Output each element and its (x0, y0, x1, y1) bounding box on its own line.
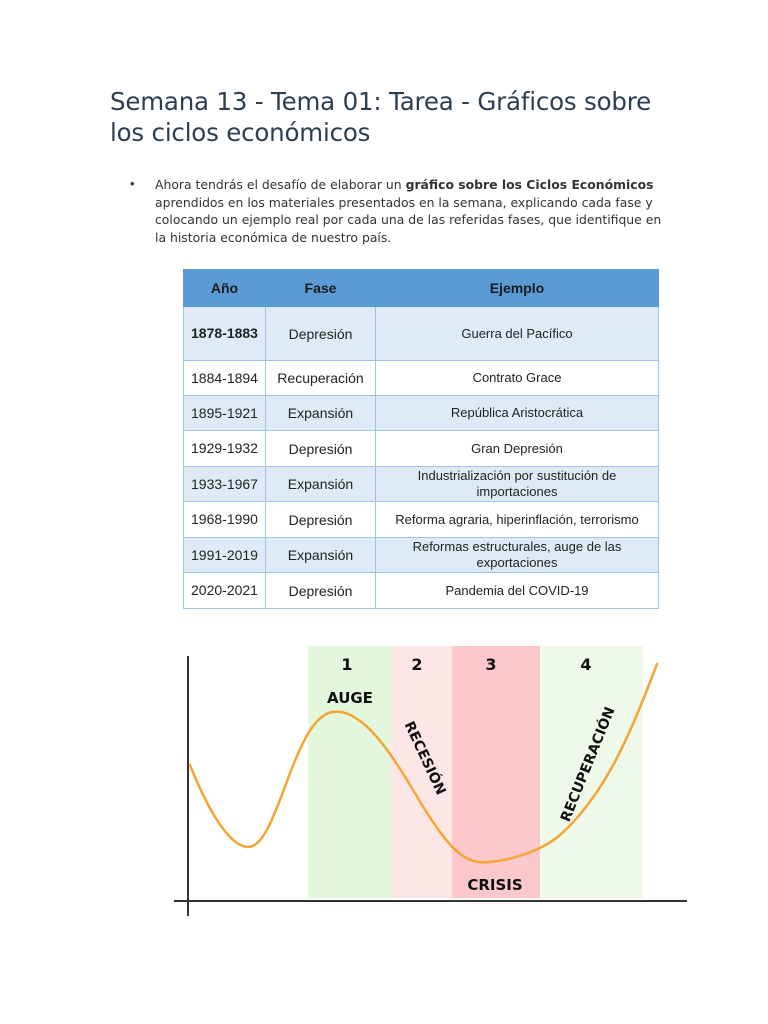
phase-number-2: 2 (411, 655, 423, 674)
phase-number-1: 1 (341, 655, 353, 674)
example-cell: Gran Depresión (376, 431, 659, 467)
header-phase: Fase (266, 270, 376, 307)
phase-cell: Depresión (266, 502, 376, 538)
example-cell: Pandemia del COVID-19 (376, 573, 659, 609)
example-cell: República Aristocrática (376, 396, 659, 431)
instructions-text-end: aprendidos en los materiales presentados en la semana, explicando cada fase y colocando un ejemplo real por cada una de las referidas fases, que identifique en la historia económica de nuestro país. (155, 194, 662, 245)
example-cell: Industrialización por sustitución de importaciones (376, 467, 659, 502)
year-cell: 1878-1883 (184, 307, 266, 361)
header-example: Ejemplo (376, 270, 659, 307)
year-cell: 1991-2019 (184, 538, 266, 573)
phase-cell: Expansión (266, 467, 376, 502)
economic-cycles-table (183, 269, 659, 609)
page-title: Semana 13 - Tema 01: Tarea - Gráficos sobre los ciclos económicos (110, 87, 651, 147)
table-row (184, 396, 659, 431)
phase-number-3: 3 (485, 655, 497, 674)
phase-band-auge (308, 646, 391, 898)
year-cell: 2020-2021 (184, 573, 266, 609)
table-row (184, 431, 659, 467)
year-cell: 1968-1990 (184, 502, 266, 538)
example-cell: Contrato Grace (376, 361, 659, 396)
label-recuperacion: RECUPERACIÓN (557, 704, 619, 825)
phase-number-4: 4 (580, 655, 592, 674)
table-row (184, 307, 659, 361)
year-cell: 1933-1967 (184, 467, 266, 502)
label-recesion: RECESIÓN (400, 719, 449, 798)
phase-band-recesion (391, 646, 452, 898)
economic-cycle-diagram (160, 640, 700, 920)
year-cell: 1895-1921 (184, 396, 266, 431)
year-cell: 1884-1894 (184, 361, 266, 396)
example-cell: Reforma agraria, hiperinflación, terrorismo (376, 502, 659, 538)
example-cell: Guerra del Pacífico (376, 307, 659, 361)
instructions-text-start: Ahora tendrás el desafío de elaborar un (155, 177, 406, 192)
table-row (184, 467, 659, 502)
phase-cell: Depresión (266, 573, 376, 609)
table-row (184, 502, 659, 538)
phase-cell: Depresión (266, 307, 376, 361)
instructions-text-bold: gráfico sobre los Ciclos Económicos (405, 177, 654, 192)
label-auge: AUGE (327, 689, 373, 707)
table-header-row (184, 270, 659, 307)
phase-cell: Depresión (266, 431, 376, 467)
phase-cell: Expansión (266, 396, 376, 431)
assignment-instructions (155, 176, 665, 246)
table-row (184, 538, 659, 573)
header-year: Año (184, 270, 266, 307)
year-cell: 1929-1932 (184, 431, 266, 467)
table-row (184, 573, 659, 609)
phase-cell: Expansión (266, 538, 376, 573)
bullet-marker: • (130, 176, 135, 191)
example-cell: Reformas estructurales, auge de las exportaciones (376, 538, 659, 573)
label-crisis: CRISIS (467, 876, 523, 894)
table-row (184, 361, 659, 396)
phase-cell: Recuperación (266, 361, 376, 396)
